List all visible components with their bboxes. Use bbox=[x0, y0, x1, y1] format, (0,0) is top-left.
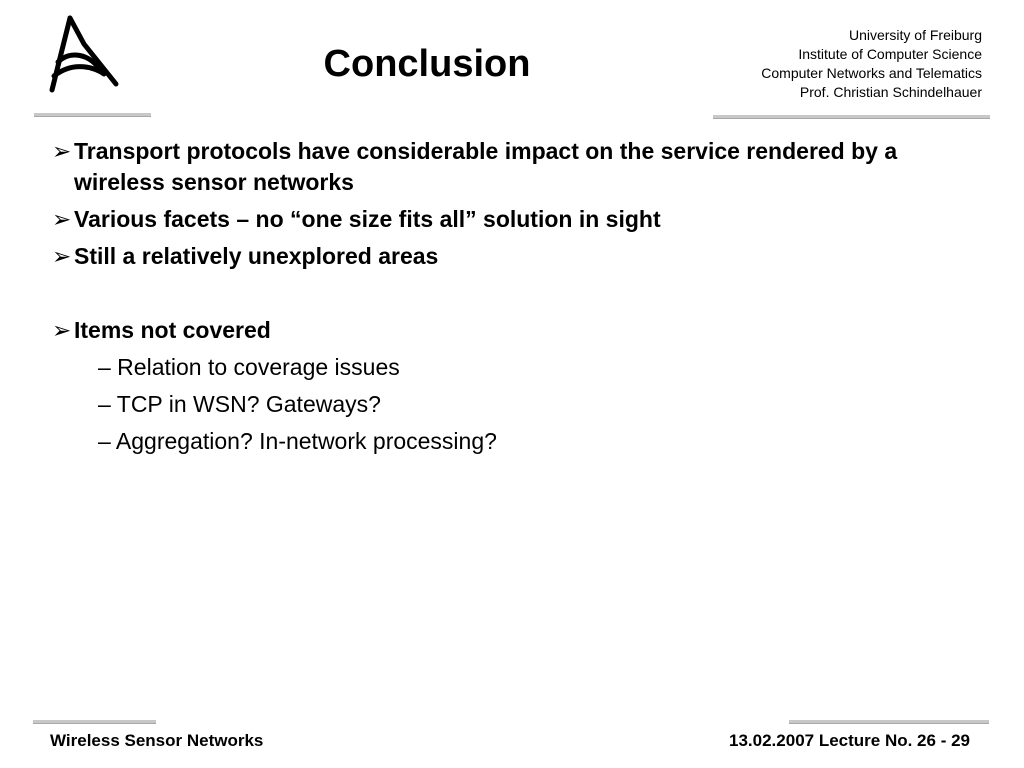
bullet-item bbox=[52, 136, 982, 198]
bullet-item bbox=[52, 204, 982, 235]
bullet-arrow-icon: ➢ bbox=[52, 317, 72, 343]
bullet-item bbox=[52, 315, 982, 346]
bullet-item bbox=[52, 241, 982, 272]
header-divider-left bbox=[34, 113, 151, 117]
bullet-arrow-icon: ➢ bbox=[52, 243, 72, 269]
footer-divider-left bbox=[33, 720, 156, 724]
bullet-text: Various facets – no “one size fits all” solution in sight bbox=[74, 206, 661, 232]
institution-line: Institute of Computer Science bbox=[798, 46, 982, 62]
page-title: Conclusion bbox=[323, 43, 531, 85]
footer-divider-right bbox=[789, 720, 989, 724]
institution-line: Prof. Christian Schindelhauer bbox=[799, 84, 982, 100]
bullet-text: Transport protocols have considerable impact on the service rendered by a wireless sensor networks bbox=[74, 138, 898, 195]
sub-item: – Aggregation? In-network processing? bbox=[98, 428, 497, 454]
sub-item: – TCP in WSN? Gateways? bbox=[98, 391, 381, 417]
bullet-arrow-icon: ➢ bbox=[52, 138, 72, 164]
header-divider-right bbox=[713, 115, 990, 119]
bullet-text: Still a relatively unexplored areas bbox=[74, 243, 439, 269]
spacer bbox=[52, 278, 982, 315]
footer-lecture-info: 13.02.2007 Lecture No. 26 - 29 bbox=[729, 731, 970, 750]
slide-content bbox=[52, 136, 982, 463]
bullet-arrow-icon: ➢ bbox=[52, 206, 72, 232]
institution-block bbox=[761, 26, 982, 102]
sub-item: – Relation to coverage issues bbox=[98, 354, 400, 380]
institution-line: University of Freiburg bbox=[848, 27, 982, 43]
bullet-text: Items not covered bbox=[74, 317, 271, 343]
footer-course-title: Wireless Sensor Networks bbox=[50, 731, 264, 750]
institution-line: Computer Networks and Telematics bbox=[761, 65, 982, 81]
